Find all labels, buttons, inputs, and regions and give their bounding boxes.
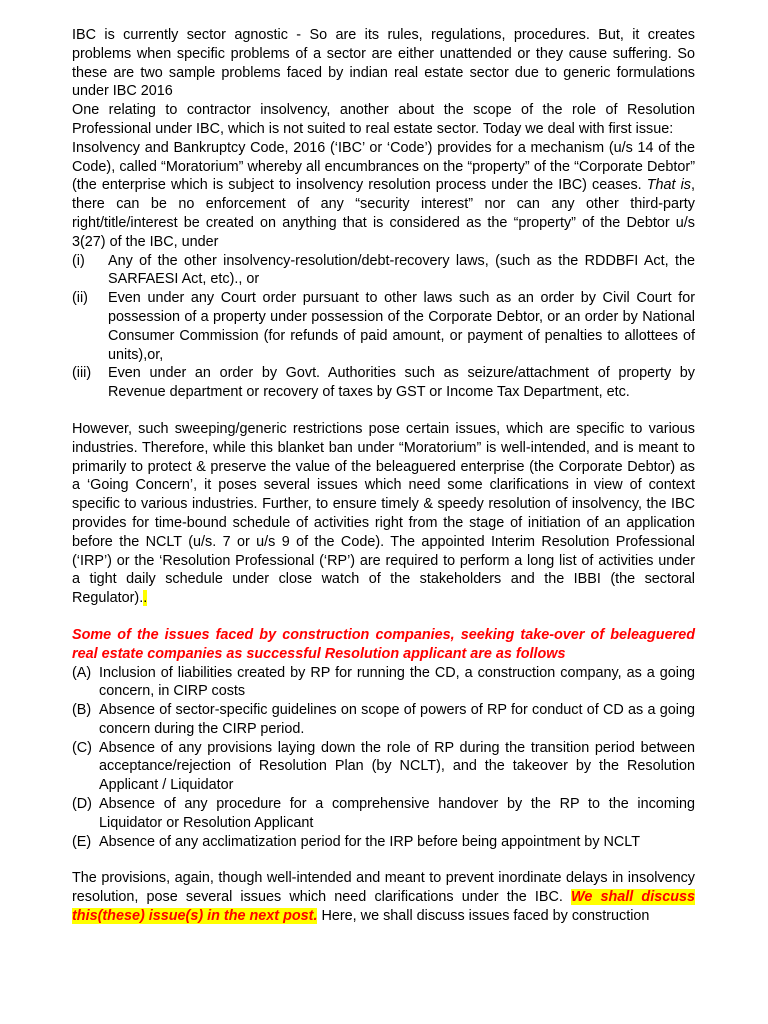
closing-text-a: The provisions, again, though well-intended and meant to prevent inordinate delays in insolvency resolution, pose several issues which need clarifications under the IBC.: [72, 870, 695, 906]
issues-paragraph: One relating to contractor insolvency, another about the scope of the role of Resolution Professional under IBC, which is not suited to real estate sector. Today we deal with first issue:: [72, 102, 695, 137]
restrictions-paragraph: [72, 420, 695, 608]
list-item: [72, 739, 695, 795]
list-item: [72, 289, 695, 364]
list-marker: (D): [72, 796, 92, 813]
list-item-text: Absence of any provisions laying down the role of RP during the transition period between acceptance/rejection of Resolution Plan (by NCLT), and the takeover by the Resolution Applicant / Liquidator: [99, 739, 695, 794]
list-item: [72, 795, 695, 833]
list-item: [72, 664, 695, 702]
list-item: [72, 701, 695, 739]
restrictions-text: However, such sweeping/generic restrictions pose certain issues, which are specific to various industries. Therefore, while this blanket ban under “Moratorium” is well-intended, and is meant to primarily to protect & preserve the value of the beleaguered enterprise (the Corporate Debtor) as a ‘Going Concern’, it poses several issues which need some clarifications in view of context specific to various industries. Further, to ensure timely & speedy resolution of insolvency, the IBC provides for time-bound schedule of activities right from the stage of initiation of an application before the NCLT (u/s. 7 or u/s 9 of the Code). The appointed Interim Resolution Professional (‘IRP’) or the ‘Resolution Professional (‘RP’) are required to perform a long list of activities under a tight daily schedule under close watch of the stakeholders and the IBBI (the sectoral Regulator).: [72, 420, 695, 607]
highlighted-period: .: [143, 590, 148, 607]
moratorium-text-b: , there can be no enforcement of any “security interest” nor can any other third-party right/title/interest be created on anything that is considered as the “property” of the Debtor u/s 3(27) of the IBC, under: [72, 177, 695, 250]
spacer: [72, 851, 695, 869]
list-marker: (E): [72, 833, 92, 850]
spacer: [72, 608, 695, 626]
section-heading: Some of the issues faced by construction companies, seeking take-over of beleaguered real estate companies as successful Resolution applicant are as follows: [72, 626, 695, 662]
list-marker: (i): [72, 252, 85, 269]
list-item-text: Absence of any acclimatization period for the IRP before being appointment by NCLT: [99, 833, 641, 850]
list-item-text: Inclusion of liabilities created by RP for running the CD, a construction company, as a going concern, in CIRP costs: [99, 664, 695, 700]
list-item-text: Absence of sector-specific guidelines on scope of powers of RP for conduct of CD as a going concern during the CIRP period.: [99, 702, 695, 737]
list-item-text: Even under an order by Govt. Authorities such as seizure/attachment of property by Revenue department or recovery of taxes by GST or Income Tax Department, etc.: [108, 365, 695, 401]
intro-paragraph: IBC is currently sector agnostic - So are its rules, regulations, procedures. But, it creates problems when specific problems of a sector are either unattended or they cause suffering. So these are two sample problems faced by indian real estate sector due to generic formulations under IBC 2016: [72, 27, 695, 100]
list-item-text: Any of the other insolvency-resolution/debt-recovery laws, (such as the RDDBFI Act, the SARFAESI Act, etc)., or: [108, 252, 695, 288]
list-item-text: Absence of any procedure for a comprehensive handover by the RP to the incoming Liquidator or Resolution Applicant: [99, 796, 695, 831]
list-marker: (C): [72, 739, 92, 756]
list-item: [72, 252, 695, 290]
closing-paragraph: [72, 869, 695, 925]
list-marker: (A): [72, 664, 92, 681]
list-marker: (ii): [72, 290, 88, 307]
spacer: [72, 402, 695, 420]
roman-numeral-list: [72, 252, 695, 402]
list-item: [72, 364, 695, 402]
highlighted-next-post-note: We shall discuss this(these) issue(s) in the next post.: [72, 889, 695, 925]
list-marker: (B): [72, 702, 92, 719]
moratorium-paragraph: [72, 139, 695, 252]
alpha-list: [72, 664, 695, 852]
that-is-italic: That is: [646, 177, 691, 194]
closing-text-b: Here, we shall discuss issues faced by construction: [317, 908, 650, 925]
list-item-text: Even under any Court order pursuant to other laws such as an order by Civil Court for possession of a property under possession of the Corporate Debtor, or an order by National Consumer Commission (for refunds of paid amount, or payment of penalties to allottees of units),or,: [108, 290, 695, 363]
list-marker: (iii): [72, 365, 92, 382]
list-item: [72, 833, 695, 852]
moratorium-text-a: Insolvency and Bankruptcy Code, 2016 (‘IBC’ or ‘Code’) provides for a mechanism (u/s 14 of the Code), called “Moratorium” whereby all encumbrances on the “property” of the “Corporate Debtor” (the enterprise which is subject to insolvency resolution process under the IBC) ceases.: [72, 139, 695, 194]
